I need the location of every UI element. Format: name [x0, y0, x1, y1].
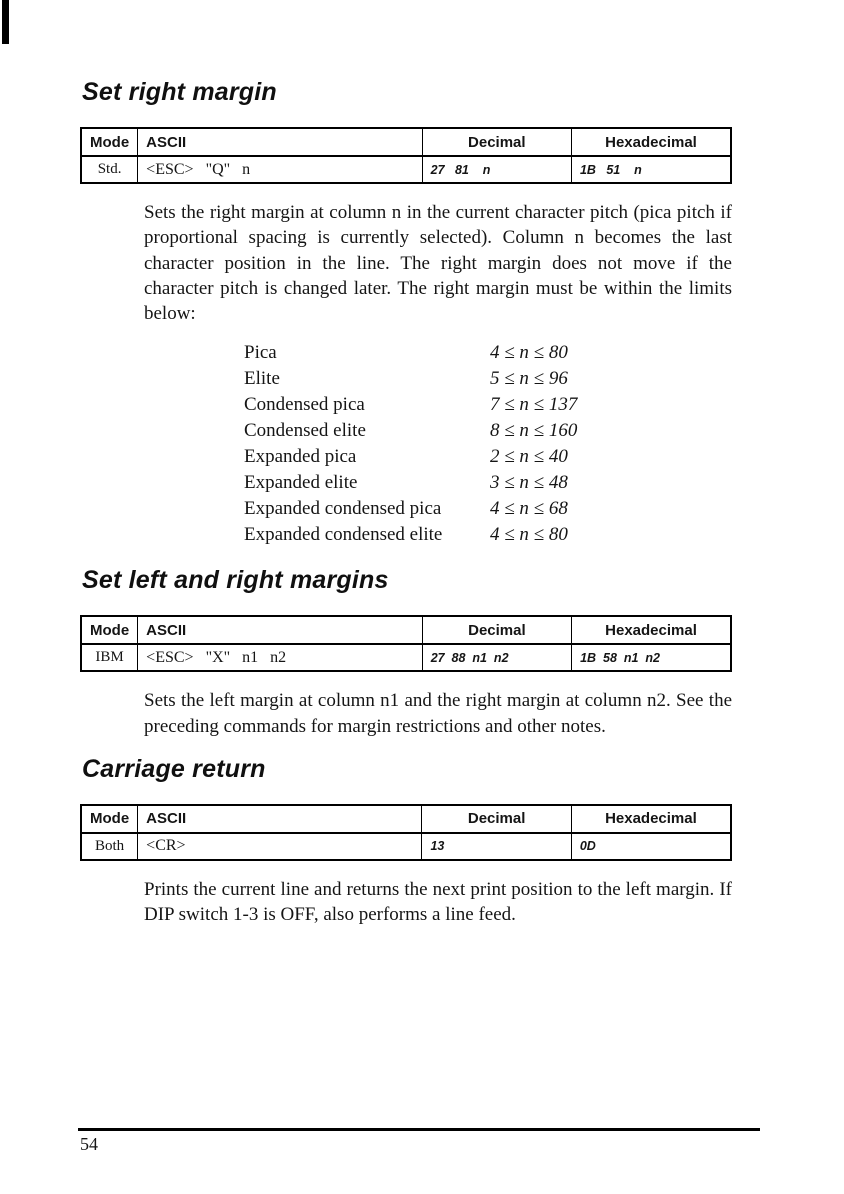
cell-ascii: <ESC> "Q" n	[138, 156, 422, 183]
table-row	[81, 156, 731, 183]
section-title: Set left and right margins	[82, 566, 389, 595]
cell-mode: Std.	[81, 156, 138, 183]
limit-row	[244, 366, 764, 392]
section-set-left-right-margins	[80, 566, 764, 739]
limit-range: 4 ≤ n ≤ 68	[490, 498, 568, 520]
command-table	[80, 615, 732, 672]
limit-range: 3 ≤ n ≤ 48	[490, 472, 568, 494]
section-title: Set right margin	[82, 78, 277, 106]
cell-hex: 0D	[571, 833, 731, 860]
limit-name: Expanded pica	[244, 446, 357, 468]
limit-name: Condensed elite	[244, 420, 366, 442]
col-header-mode: Mode	[81, 805, 138, 833]
limit-name: Pica	[244, 342, 277, 364]
limit-range: 7 ≤ n ≤ 137	[490, 394, 578, 416]
cell-mode: Both	[81, 833, 138, 860]
limit-range: 2 ≤ n ≤ 40	[490, 446, 568, 468]
col-header-ascii: ASCII	[138, 616, 423, 644]
col-header-ascii: ASCII	[138, 805, 422, 833]
cell-ascii: <CR>	[138, 833, 422, 860]
table-row	[81, 833, 731, 860]
limit-range: 5 ≤ n ≤ 96	[490, 368, 568, 390]
limit-range: 4 ≤ n ≤ 80	[490, 524, 568, 546]
section-carriage-return	[80, 755, 764, 928]
col-header-ascii: ASCII	[138, 128, 422, 156]
cell-hex: 1B 51 n	[571, 156, 731, 183]
col-header-hexadecimal: Hexadecimal	[571, 128, 731, 156]
col-header-mode: Mode	[81, 128, 138, 156]
cell-decimal: 13	[422, 833, 571, 860]
col-header-hexadecimal: Hexadecimal	[572, 616, 731, 644]
col-header-hexadecimal: Hexadecimal	[571, 805, 731, 833]
command-table	[80, 127, 732, 184]
section-paragraph: Sets the left margin at column n1 and the right margin at column n2. See the preceding commands for margin restrictions and other notes.	[144, 690, 732, 737]
section-set-right-margin	[80, 78, 764, 548]
margin-limits-list	[244, 340, 764, 548]
cell-decimal: 27 81 n	[422, 156, 571, 183]
cell-ascii: <ESC> "X" n1 n2	[138, 644, 423, 671]
table-header-row	[81, 616, 731, 644]
limit-row	[244, 496, 764, 522]
table-header-row	[81, 805, 731, 833]
limit-name: Condensed pica	[244, 394, 365, 416]
col-header-decimal: Decimal	[422, 805, 571, 833]
col-header-decimal: Decimal	[422, 616, 571, 644]
limit-row	[244, 418, 764, 444]
limit-row	[244, 470, 764, 496]
limit-row	[244, 522, 764, 548]
cell-hex: 1B 58 n1 n2	[572, 644, 731, 671]
limit-name: Elite	[244, 368, 280, 390]
cell-decimal: 27 88 n1 n2	[422, 644, 571, 671]
page-number: 54	[80, 1134, 98, 1154]
limit-row	[244, 392, 764, 418]
command-table	[80, 804, 732, 861]
table-row	[81, 644, 731, 671]
section-paragraph: Sets the right margin at column n in the current character pitch (pica pitch if proportional spacing is currently selected). Column n becomes the last character position in the line. The right margin does not move if the character pitch is changed later. The right margin must be within the limits below:	[144, 202, 732, 325]
col-header-mode: Mode	[81, 616, 138, 644]
section-paragraph: Prints the current line and returns the next print position to the left margin. If DIP switch 1-3 is OFF, also performs a line feed.	[144, 878, 732, 926]
limit-name: Expanded condensed elite	[244, 524, 443, 546]
cell-mode: IBM	[81, 644, 138, 671]
limit-range: 4 ≤ n ≤ 80	[490, 342, 568, 364]
limit-name: Expanded elite	[244, 472, 358, 494]
footer-rule	[78, 1128, 760, 1131]
limit-name: Expanded condensed pica	[244, 498, 442, 520]
table-header-row	[81, 128, 731, 156]
limit-row	[244, 444, 764, 470]
limit-range: 8 ≤ n ≤ 160	[490, 420, 578, 442]
limit-row	[244, 340, 764, 366]
section-title: Carriage return	[82, 754, 266, 783]
col-header-decimal: Decimal	[422, 128, 571, 156]
